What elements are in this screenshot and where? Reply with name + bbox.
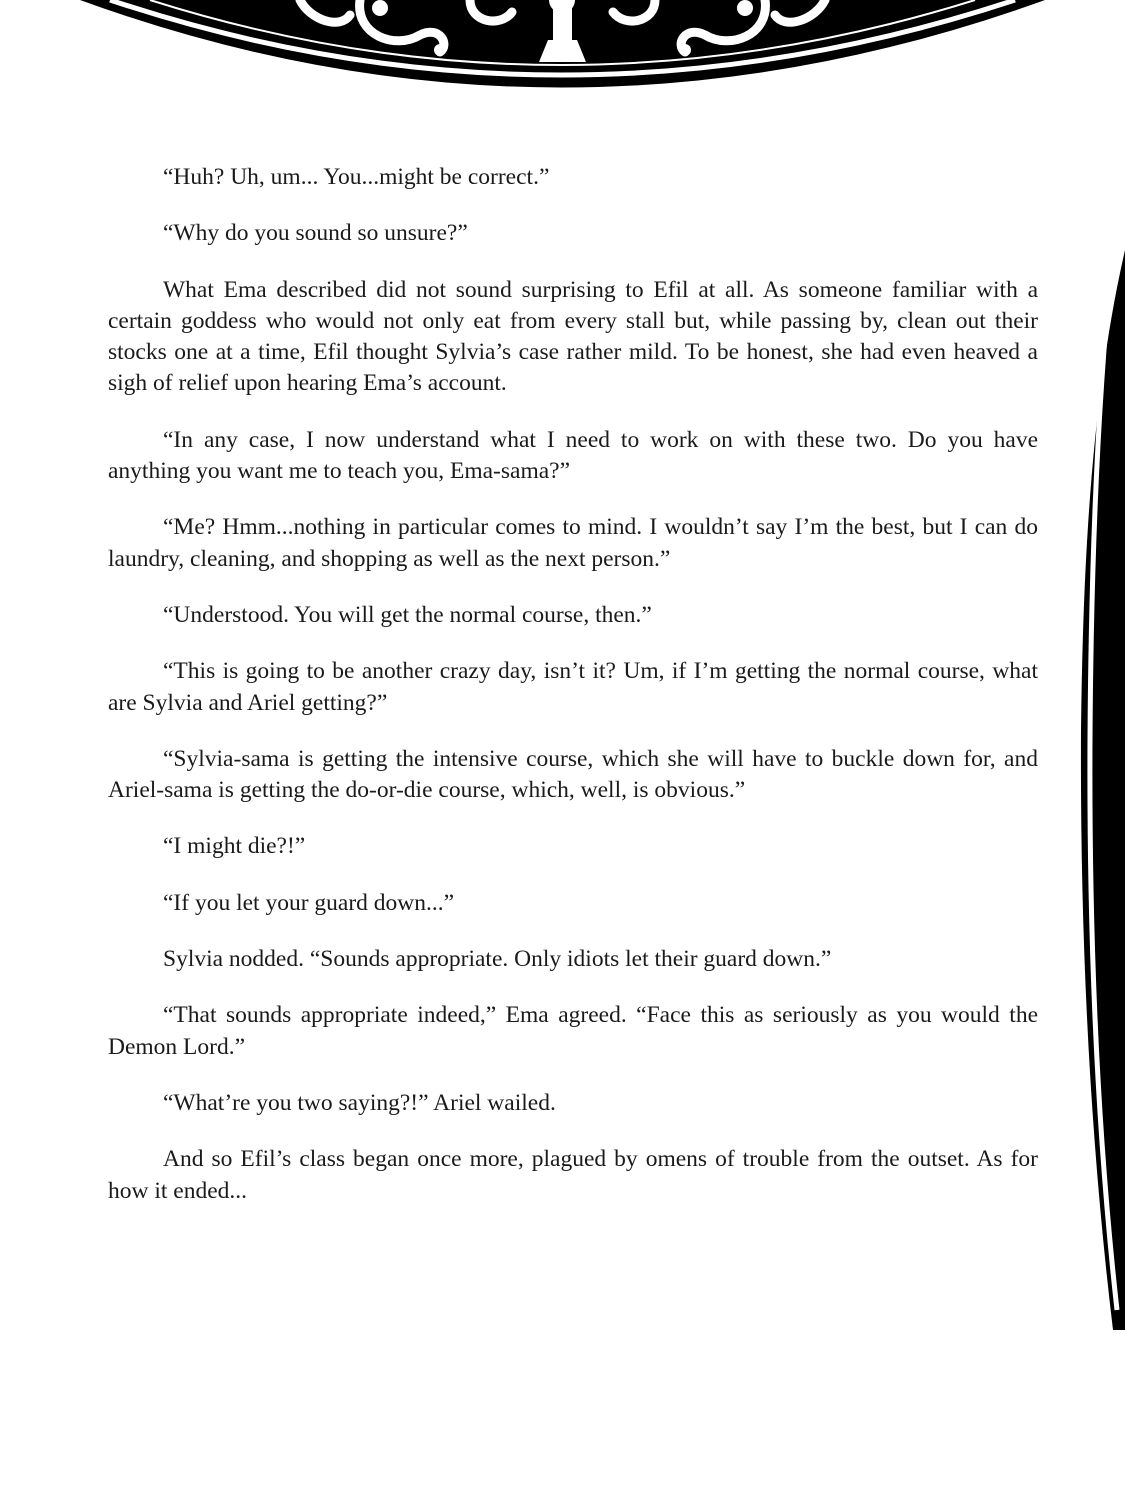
chapter-text bbox=[108, 162, 1038, 1232]
paragraph: “Huh? Uh, um... You...might be correct.” bbox=[163, 164, 550, 190]
paragraph: “What’re you two saying?!” Ariel wailed. bbox=[163, 1089, 556, 1116]
paragraph: “In any case, I now understand what I need to work on with these two. Do you have anything you want me to teach you, Ema-sama?” bbox=[108, 426, 1038, 485]
paragraph: “Sylvia-sama is getting the intensive course, which she will have to buckle down for, and Ariel-sama is getting the do-or-die course, which, well, is obvious.” bbox=[108, 745, 1038, 804]
paragraph: “If you let your guard down...” bbox=[163, 889, 455, 916]
paragraph: “Why do you sound so unsure?” bbox=[163, 220, 468, 247]
paragraph: Sylvia nodded. “Sounds appropriate. Only idiots let their guard down.” bbox=[163, 946, 832, 973]
paragraph: “Understood. You will get the normal course, then.” bbox=[163, 601, 652, 628]
paragraph: “This is going to be another crazy day, isn’t it? Um, if I’m getting the normal course, what are Sylvia and Ariel getting?” bbox=[108, 658, 1038, 716]
scroll-ornament-icon bbox=[0, 0, 1125, 140]
paragraph: “That sounds appropriate indeed,” Ema agreed. “Face this as seriously as you would the Demon Lord.” bbox=[108, 1002, 1038, 1060]
paragraph: And so Efil’s class began once more, plagued by omens of trouble from the outset. As for how it ended... bbox=[108, 1146, 1038, 1204]
brush-border-icon bbox=[1065, 250, 1125, 1350]
paragraph: “Me? Hmm...nothing in particular comes to mind. I wouldn’t say I’m the best, but I can do laundry, cleaning, and shopping as well as the next person.” bbox=[108, 514, 1038, 572]
paragraph: “I might die?!” bbox=[163, 833, 306, 860]
paragraph: What Ema described did not sound surprising to Efil at all. As someone familiar with a certain goddess who would not only eat from every stall but, while passing by, clean out their stocks one at a time, Efil thought Sylvia’s case rather mild. To be honest, she had even heaved a sigh of relief upon hearing Ema’s account. bbox=[108, 276, 1038, 397]
